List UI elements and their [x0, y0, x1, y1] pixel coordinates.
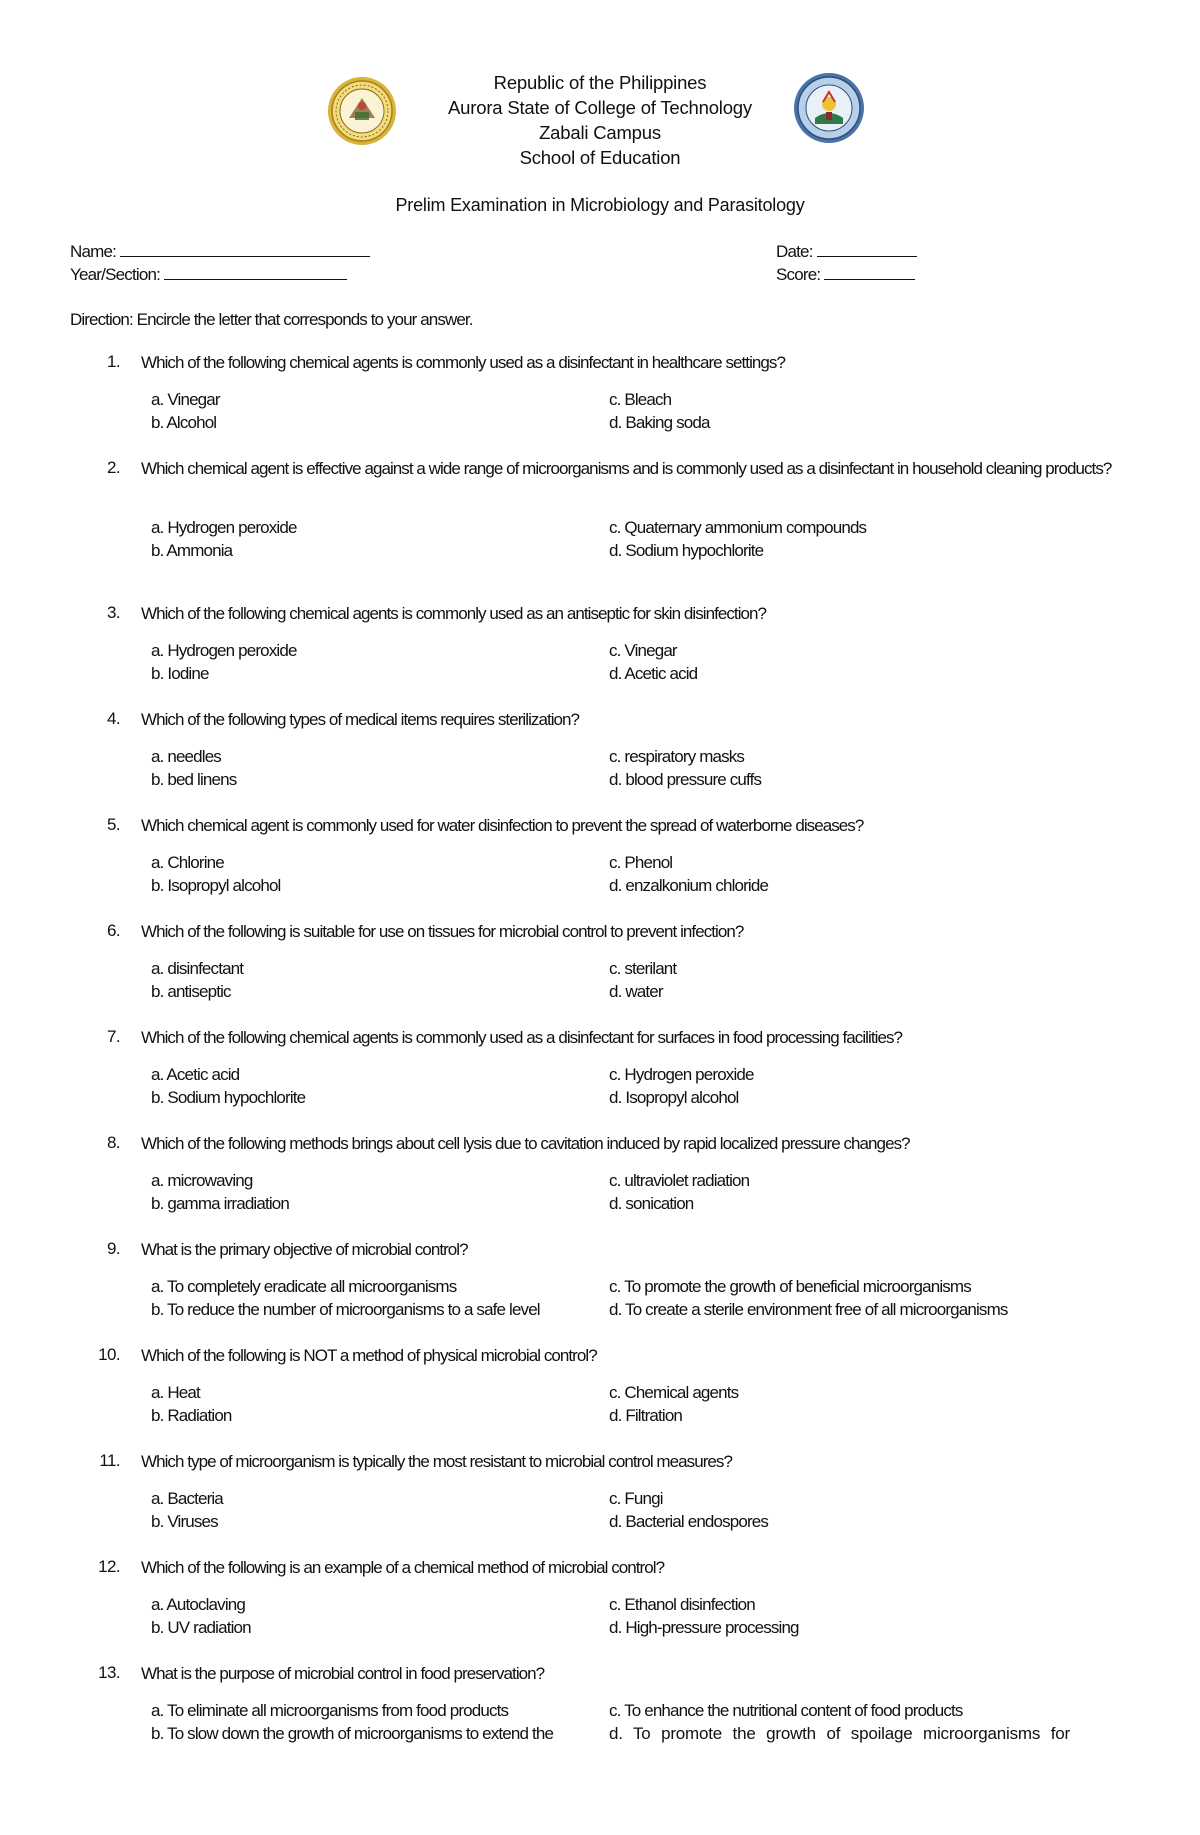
question-number: 8. — [107, 1133, 120, 1152]
name-label: Name: — [70, 242, 117, 261]
option-d[interactable]: d. Filtration — [609, 1406, 683, 1425]
option-a[interactable]: a. Acetic acid — [151, 1065, 240, 1084]
date-blank-line[interactable] — [817, 242, 917, 257]
question-number: 5. — [107, 815, 120, 834]
date-label: Date: — [776, 242, 813, 261]
year-section-field[interactable] — [70, 265, 347, 285]
option-d[interactable]: d. sonication — [609, 1194, 694, 1213]
question-number: 2. — [107, 458, 120, 477]
option-a[interactable]: a. microwaving — [151, 1171, 253, 1190]
exam-title: Prelim Examination in Microbiology and Parasitology — [395, 195, 805, 215]
option-c[interactable]: c. respiratory masks — [609, 747, 745, 766]
question-number: 12. — [98, 1557, 120, 1576]
question-number: 10. — [98, 1345, 120, 1364]
question-number: 13. — [98, 1663, 120, 1682]
question-number: 7. — [107, 1027, 120, 1046]
header-line-school: School of Education — [519, 147, 681, 168]
option-a[interactable]: a. Bacteria — [151, 1489, 223, 1508]
option-c[interactable]: c. ultraviolet radiation — [609, 1171, 750, 1190]
option-a[interactable]: a. needles — [151, 747, 221, 766]
option-c[interactable]: c. To enhance the nutritional content of food products — [609, 1701, 963, 1720]
option-a[interactable]: a. disinfectant — [151, 959, 244, 978]
institution-header — [400, 70, 800, 170]
option-b[interactable]: b. Radiation — [151, 1406, 232, 1425]
option-c[interactable]: c. sterilant — [609, 959, 677, 978]
option-d[interactable]: d. Baking soda — [609, 413, 710, 432]
question-text: What is the purpose of microbial control in food preservation? — [141, 1664, 545, 1683]
question-number: 6. — [107, 921, 120, 940]
question-text: Which of the following chemical agents is commonly used as a disinfectant in healthcare settings? — [141, 353, 785, 372]
option-b[interactable]: b. gamma irradiation — [151, 1194, 289, 1213]
option-d[interactable]: d. Bacterial endospores — [609, 1512, 769, 1531]
option-b[interactable]: b. Sodium hypochlorite — [151, 1088, 306, 1107]
option-c[interactable]: c. Vinegar — [609, 641, 677, 660]
option-d[interactable]: d. To promote the growth of spoilage microorganisms for — [609, 1724, 1070, 1743]
option-a[interactable]: a. Heat — [151, 1383, 200, 1402]
option-c[interactable]: c. Fungi — [609, 1489, 663, 1508]
option-a[interactable]: a. Hydrogen peroxide — [151, 518, 297, 537]
option-d[interactable]: d. Acetic acid — [609, 664, 698, 683]
question-number: 11. — [99, 1451, 120, 1470]
option-a[interactable]: a. To completely eradicate all microorganisms — [151, 1277, 457, 1296]
option-a[interactable]: a. Chlorine — [151, 853, 224, 872]
question-text: Which of the following chemical agents is commonly used as an antiseptic for skin disinfection? — [141, 604, 767, 623]
option-d[interactable]: d. High-pressure processing — [609, 1618, 799, 1637]
option-a[interactable]: a. Autoclaving — [151, 1595, 245, 1614]
question-text: Which of the following types of medical items requires sterilization? — [141, 710, 580, 729]
question-text: Which of the following methods brings about cell lysis due to cavitation induced by rapid localized pressure changes? — [141, 1134, 910, 1153]
school-seal-right-icon — [793, 72, 865, 144]
option-a[interactable]: a. To eliminate all microorganisms from food products — [151, 1701, 509, 1720]
header-line-country: Republic of the Philippines — [493, 72, 707, 93]
option-d[interactable]: d. Sodium hypochlorite — [609, 541, 764, 560]
option-b[interactable]: b. antiseptic — [151, 982, 231, 1001]
question-text: Which chemical agent is commonly used for water disinfection to prevent the spread of waterborne diseases? — [141, 816, 864, 835]
score-blank-line[interactable] — [824, 265, 915, 280]
question-text: Which chemical agent is effective against a wide range of microorganisms and is commonly used as a disinfectant in household cleaning products? — [141, 459, 1112, 478]
header-line-college: Aurora State of College of Technology — [448, 97, 752, 118]
option-c[interactable]: c. Quaternary ammonium compounds — [609, 518, 867, 537]
direction-text: Direction: Encircle the letter that corresponds to your answer. — [70, 310, 473, 329]
score-label: Score: — [776, 265, 821, 284]
option-b[interactable]: b. To slow down the growth of microorganisms to extend the — [151, 1724, 554, 1743]
option-b[interactable]: b. Viruses — [151, 1512, 218, 1531]
date-field[interactable] — [776, 242, 917, 262]
option-b[interactable]: b. Iodine — [151, 664, 209, 683]
option-d[interactable]: d. enzalkonium chloride — [609, 876, 769, 895]
option-c[interactable]: c. Phenol — [609, 853, 673, 872]
score-field[interactable] — [776, 265, 915, 285]
option-d[interactable]: d. water — [609, 982, 663, 1001]
option-b[interactable]: b. UV radiation — [151, 1618, 251, 1637]
option-b[interactable]: b. bed linens — [151, 770, 237, 789]
question-text: Which type of microorganism is typically the most resistant to microbial control measures? — [141, 1452, 732, 1471]
year-section-blank-line[interactable] — [164, 265, 347, 280]
question-number: 1. — [107, 352, 120, 371]
header-line-campus: Zabali Campus — [539, 122, 661, 143]
option-b[interactable]: b. Alcohol — [151, 413, 217, 432]
question-number: 9. — [107, 1239, 120, 1258]
option-b[interactable]: b. Ammonia — [151, 541, 233, 560]
option-c[interactable]: c. Hydrogen peroxide — [609, 1065, 754, 1084]
question-number: 4. — [107, 709, 120, 728]
option-a[interactable]: a. Vinegar — [151, 390, 220, 409]
question-number: 3. — [107, 603, 120, 622]
option-b[interactable]: b. Isopropyl alcohol — [151, 876, 281, 895]
question-text: Which of the following is suitable for use on tissues for microbial control to prevent infection? — [141, 922, 744, 941]
option-d[interactable]: d. Isopropyl alcohol — [609, 1088, 739, 1107]
option-c[interactable]: c. To promote the growth of beneficial microorganisms — [609, 1277, 971, 1296]
question-text: Which of the following is an example of a chemical method of microbial control? — [141, 1558, 665, 1577]
option-c[interactable]: c. Bleach — [609, 390, 672, 409]
name-blank-line[interactable] — [120, 242, 370, 257]
year-section-label: Year/Section: — [70, 265, 161, 284]
question-text: Which of the following chemical agents is commonly used as a disinfectant for surfaces in food processing facilities? — [141, 1028, 902, 1047]
option-d[interactable]: d. blood pressure cuffs — [609, 770, 762, 789]
option-d[interactable]: d. To create a sterile environment free of all microorganisms — [609, 1300, 1008, 1319]
name-field[interactable] — [70, 242, 370, 262]
college-seal-left-icon — [327, 76, 397, 146]
question-text: Which of the following is NOT a method of physical microbial control? — [141, 1346, 597, 1365]
question-text: What is the primary objective of microbial control? — [141, 1240, 468, 1259]
option-c[interactable]: c. Chemical agents — [609, 1383, 739, 1402]
option-a[interactable]: a. Hydrogen peroxide — [151, 641, 297, 660]
option-b[interactable]: b. To reduce the number of microorganisms to a safe level — [151, 1300, 540, 1319]
option-c[interactable]: c. Ethanol disinfection — [609, 1595, 755, 1614]
